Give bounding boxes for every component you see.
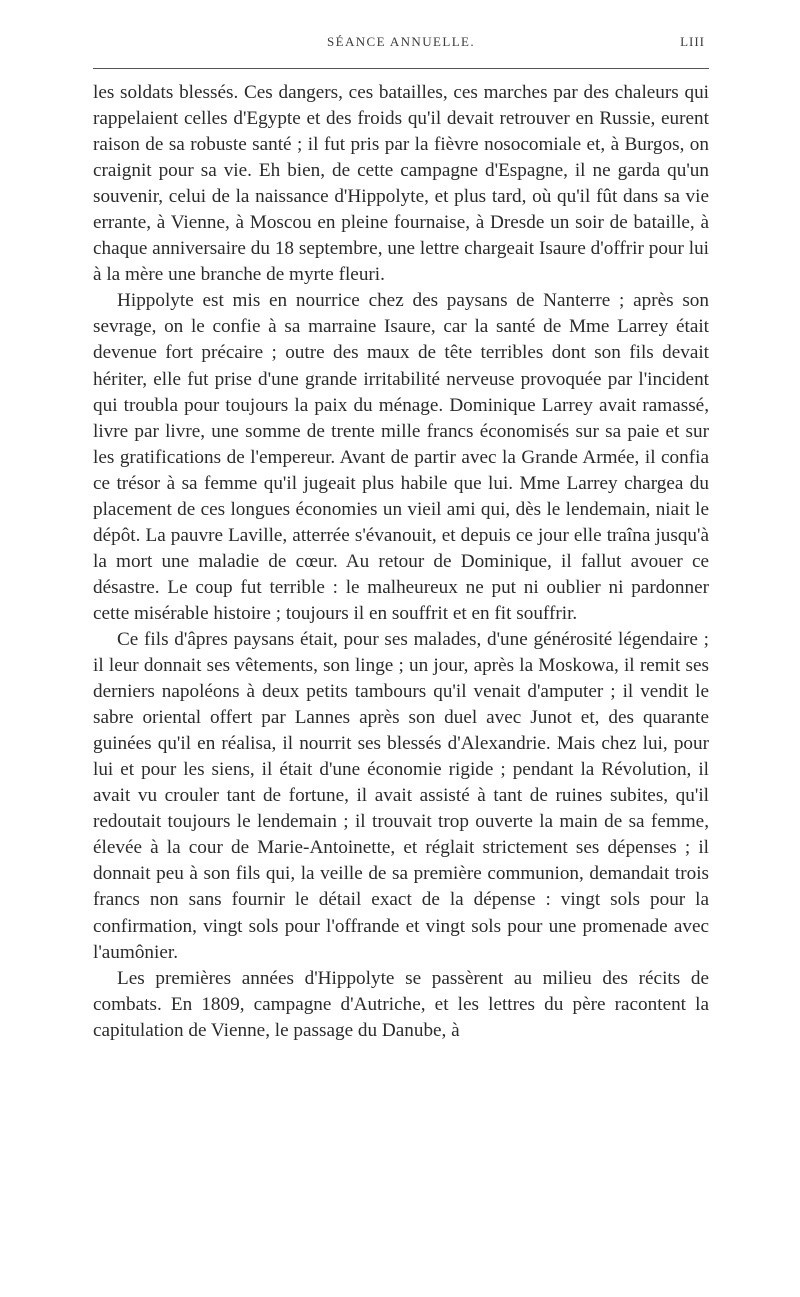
running-title: SÉANCE ANNUELLE. [326, 34, 476, 49]
paragraph: Les premières années d'Hippolyte se passèrent au milieu des récits de combats. En 1809, campagne d'Autriche, et les lettres du père racontent la capitulation de Vienne, le passage du Danube, à [93, 967, 709, 1041]
page-number: LIII [680, 34, 705, 49]
paragraph: les soldats blessés. Ces dangers, ces batailles, ces marches par des chaleurs qui rappelaient celles d'Egypte et des froids qu'il devait retrouver en Russie, eurent raison de sa robuste santé ; il fut pris par la fièvre nosocomiale et, à Burgos, on craignit pour sa vie. Eh bien, de cette campagne d'Espagne, il ne garda qu'un souvenir, celui de la naissance d'Hippolyte, et plus tard, où qu'il fût dans sa vie errante, à Vienne, à Moscou en pleine fournaise, à Dresde un soir de bataille, à chaque anniversaire du 18 septembre, une lettre chargeait Isaure d'offrir pour lui à la mère une branche de myrte fleuri. [93, 82, 709, 286]
running-head [93, 34, 709, 56]
body-text [93, 80, 709, 1044]
paragraph: Hippolyte est mis en nourrice chez des paysans de Nanterre ; après son sevrage, on le confie à sa marraine Isaure, car la santé de Mme Larrey était devenue fort précaire ; outre des maux de tête terribles dont son fils devait hériter, elle fut prise d'une grande irritabilité nerveuse provoquée par l'incident qui troubla pour toujours la paix du ménage. Dominique Larrey avait ramassé, livre par livre, une somme de trente mille francs économisés sur sa paie et sur les gratifications de l'empereur. Avant de partir avec la Grande Armée, il confia ce trésor à sa femme qu'il jugeait plus habile que lui. Mme Larrey chargea du placement de ces longues économies un vieil ami qui, dès le lendemain, niait le dépôt. La pauvre Laville, atterrée s'évanouit, et depuis ce jour elle traîna jusqu'à la mort une maladie de cœur. Au retour de Dominique, il fallut avouer ce désastre. Le coup fut terrible : le malheureux ne put ni oublier ni pardonner cette misérable histoire ; toujours il en souffrit et en fit souffrir. [93, 290, 709, 624]
paragraph: Ce fils d'âpres paysans était, pour ses malades, d'une générosité légendaire ; il leur donnait ses vêtements, son linge ; un jour, après la Moskowa, il remit ses derniers napoléons à deux petits tambours qu'il venait d'amputer ; il vendit le sabre oriental offert par Lannes après son duel avec Junot et, des quarante guinées qu'il en réalisa, il nourrit ses blessés d'Alexandrie. Mais chez lui, pour lui et pour les siens, il était d'une économie rigide ; pendant la Révolution, il avait vu crouler tant de fortune, il avait assisté à tant de ruines subites, qu'il redoutait toujours le lendemain ; il trouvait trop ouverte la main de sa femme, élevée à la cour de Marie-Antoinette, et réglait strictement ses dépenses ; il donnait peu à son fils qui, la veille de sa première communion, demandait trois francs non sans fournir le détail exact de la dépense : vingt sols pour la confirmation, vingt sols pour l'offrande et vingt sols pour une promenade avec l'aumônier. [93, 628, 709, 963]
header-rule [93, 68, 709, 69]
